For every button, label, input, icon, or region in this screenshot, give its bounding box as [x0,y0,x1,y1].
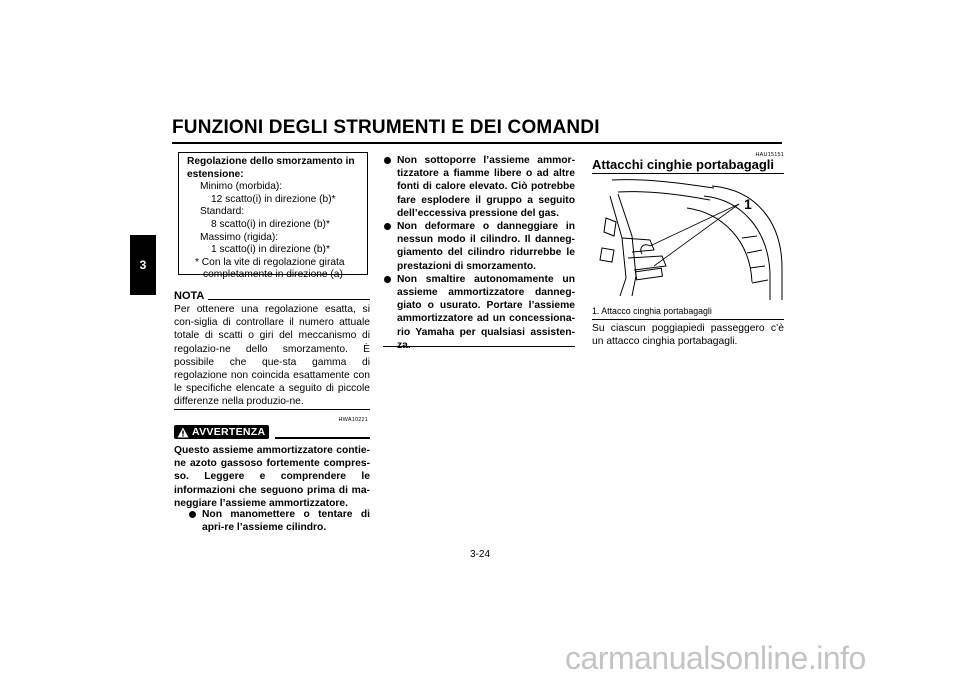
motorcycle-footrest-illustration [592,178,784,300]
spec-note: * Con la vite di regolazione girata completamente in direzione (a) [195,256,345,281]
warning-bullet [383,154,575,220]
warning-bullet-text: Non deformare o danneggiare in nessun modo il cilindro. Il danneg-giamento del cilindro ridurrebbe le prestazioni di smorzamento. [397,221,575,272]
spec-box [178,152,368,281]
spec-min-value: 12 scatto(i) in direzione (b)* [211,193,336,205]
figure-caption: 1. Attacco cinghia portabagagli [592,306,712,316]
spec-max-label: Massimo (rigida): [200,231,279,243]
warning-bullet-text: Non manomettere o tentare di apri-re l’assieme cilindro. [202,509,370,534]
nota-rule [208,299,370,300]
page-title: FUNZIONI DEGLI STRUMENTI E DEI COMANDI [172,117,600,138]
luggage-strap-figure [592,178,784,300]
section-rule [592,173,784,174]
bullet-dot-icon [189,511,196,518]
section-code: HAU15151 [755,152,784,158]
warning-label: AVVERTENZA [192,426,266,438]
warning-bullet [383,220,575,273]
warning-badge [174,425,269,439]
warning-bullet [188,508,370,534]
figure-callout-number: 1 [744,196,752,212]
spec-heading: Regolazione dello smorzamento in estensione: [187,156,355,180]
nota-end-rule [174,409,370,410]
bullet-dot-icon [384,157,391,164]
warning-heading [174,425,370,439]
spec-std-label: Standard: [200,206,245,218]
warning-bullets-col1 [188,508,370,534]
nota-heading [174,290,370,302]
warning-intro: Questo assieme ammortizzatore contie-ne azoto gassoso fortemente compres-so. Leggere e comprendere le informazioni che seguono prima di ma-neggiare l’assieme ammortizzatore. [174,445,370,509]
warning-rule [275,437,370,439]
bullet-dot-icon [384,223,391,230]
nota-label: NOTA [174,290,205,302]
watermark: carmanualsonline.info [565,640,866,676]
spec-std-value: 8 scatto(i) in direzione (b)* [211,218,330,230]
page-number: 3-24 [469,549,490,560]
spec-min-label: Minimo (morbida): [200,181,283,193]
bullet-dot-icon [384,276,391,283]
warning-code: HWA10221 [338,417,368,423]
section-text: Su ciascun poggiapiedi passeggero c’è un attacco cinghia portabagagli. [592,323,784,348]
title-rule [172,142,782,144]
warning-bullet [383,273,575,352]
nota-text: Per ottenere una regolazione esatta, si con-siglia di controllare il numero attuale totale di scatti o giri del meccanismo di regolazio-ne dello smorzamento. È possibile che que-sta gamma di regolazione non coincida esattamente con le specifiche elencate a seguito di piccole differenze nella produzio-ne. [174,304,370,408]
caption-rule [592,319,784,320]
warning-bullet-text: Non smaltire autonomamente un assieme ammortizzatore danneg-giato o usurato. Portare l’assieme ammortizzatore ad un concessiona-rio Yamaha per qualsiasi assisten-za. [397,273,575,351]
warning-bullet-text: Non sottoporre l’assieme ammor-tizzatore a fiamme libere o ad altre fonti di calore elevato. Ciò potrebbe fare esplodere il gruppo a seguito dell’eccessiva pressione del gas. [397,155,575,219]
warning-bullets-col2 [383,154,575,352]
warning-triangle-icon [177,427,189,438]
warning-end-rule [383,346,575,347]
section-heading: Attacchi cinghie portabagagli [592,157,775,172]
spec-max-value: 1 scatto(i) in direzione (b)* [211,244,330,256]
chapter-tab: 3 [130,235,156,295]
